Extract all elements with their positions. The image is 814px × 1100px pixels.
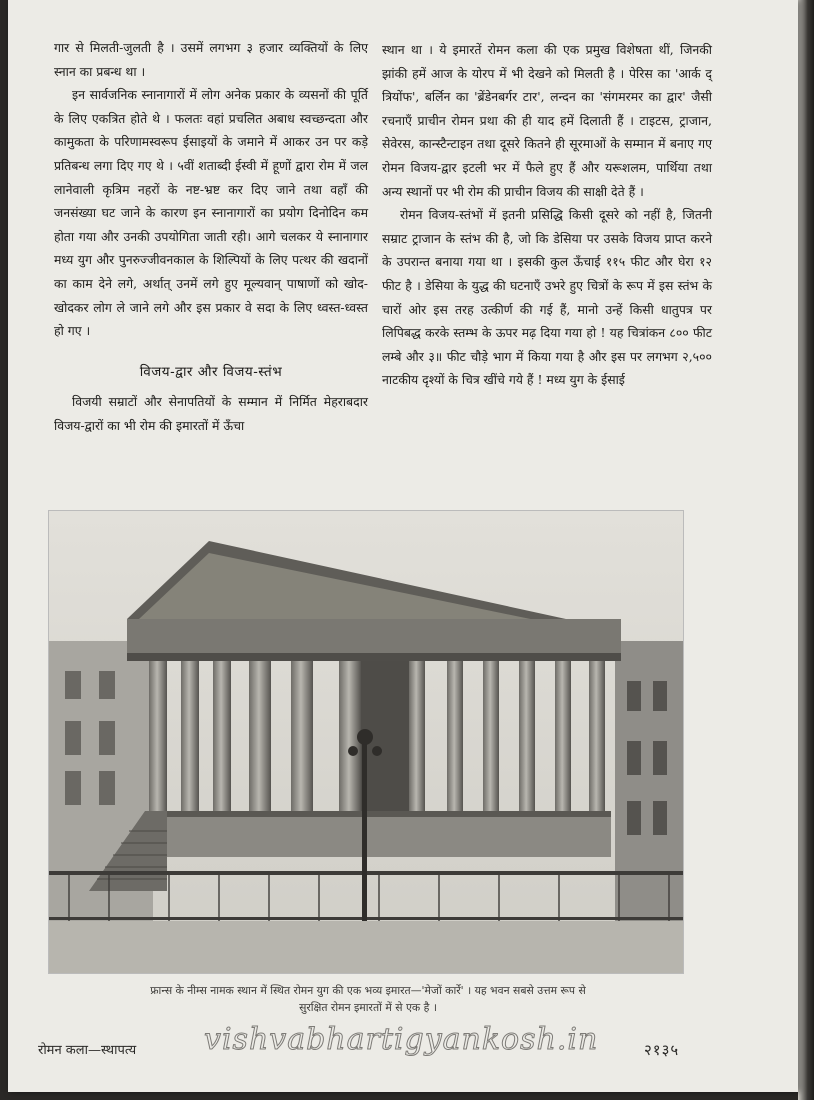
document-page bbox=[8, 0, 798, 1092]
right-column bbox=[382, 38, 712, 392]
figure-caption bbox=[38, 982, 698, 1016]
section-subheading: विजय-द्वार और विजय-स्तंभ bbox=[139, 363, 283, 380]
maison-carree-illustration bbox=[49, 511, 683, 973]
left-paragraph-3: विजयी सम्राटों और सेनापतियों के सम्मान में निर्मित मेहराबदार विजय-द्वारों का भी रोम की इमारतों में ऊँचा bbox=[54, 394, 368, 433]
page-number: २१३५ bbox=[644, 1041, 680, 1059]
running-footer: रोमन कला—स्थापत्य bbox=[38, 1043, 137, 1058]
caption-line-1: फ्रान्स के नीम्स नामक स्थान में स्थित रोमन युग की एक भव्य इमारत—'मेजों कार्रे' । यह भवन सबसे उत्तम रूप से bbox=[150, 984, 586, 997]
right-paragraph-2: रोमन विजय-स्तंभों में इतनी प्रसिद्धि किसी दूसरे को नहीं है, जितनी सम्राट ट्राजान के स्तंभ की है, जो कि डेसिया पर उसके विजय प्राप्त करने के उपरान्त बनाया गया था । इसकी कुल ऊँचाई ११५ फीट और घेरा १२ फीट है । डेसिया के युद्ध की घटनाएँ उभरे हुए चित्रों के रूप में इस स्तंभ के चारों ओर इस तरह उत्कीर्ण की गई हैं, मानो उन्हें किसी धातुपत्र पर लिपिबद्ध करके स्तम्भ के ऊपर मढ़ दिया गया हो ! यह चित्रांकन ८०० फीट लम्बे और ३॥ फीट चौड़े भाग में किया गया है और इस पर लगभग २,५०० नाटकीय दृश्यों के चित्र खींचे गये हैं ! मध्य युग के ईसाई bbox=[382, 207, 712, 388]
left-paragraph-1: गार से मिलती-जुलती है । उसमें लगभग ३ हजार व्यक्तियों के लिए स्नान का प्रबन्ध था । bbox=[54, 40, 368, 79]
watermark: vishvabhartigyankosh.in bbox=[204, 1022, 599, 1057]
caption-line-2: सुरक्षित रोमन इमारतों में से एक है । bbox=[299, 1001, 437, 1014]
left-column bbox=[54, 36, 368, 438]
page-edge bbox=[798, 0, 814, 1100]
left-paragraph-2: इन सार्वजनिक स्नानागारों में लोग अनेक प्रकार के व्यसनों की पूर्ति के लिए एकत्रित होते थे । फलतः वहां प्रचलित अबाध स्वच्छन्दता और कामुकता के परिणामस्वरूप ईसाइयों के जमाने में आकर उन पर कड़े प्रतिबन्ध लगा दिए गए थे । ५वीं शताब्दी ईस्वी में हूणों द्वारा रोम में जल लानेवाली कृत्रिम नहरों के नष्ट-भ्रष्ट कर दिए जाने तथा वहाँ की जनसंख्या घट जाने के कारण इन स्नानागारों का प्रयोग दिनोदिन कम होता गया और उनकी उपयोगिता जाती रही। आगे चलकर ये स्नानागार मध्य युग और पुनरुज्जीवनकाल के शिल्पियों के लिए पत्थर की खदानों का काम देने लगे, अर्थात् उनमें लगे हुए मूल्यवान् पाषाणों को खोद-खोदकर लोग ले जाने लगे और इस प्रकार वे सदा के लिए ध्वस्त-ध्वस्त हो गए । bbox=[54, 87, 368, 339]
right-paragraph-1: स्थान था । ये इमारतें रोमन कला की एक प्रमुख विशेषता थीं, जिनकी झांकी हमें आज के योरप में भी देखने को मिलती है । पेरिस का 'आर्क द् त्रियोंफ', बर्लिन का 'ब्रेंडेनबर्गर टार', लन्दन का 'संगमरमर का द्वार' जैसी रचनाएँ प्राचीन रोमन प्रथा की ही याद हमें दिलाती हैं । टाइटस, ट्राजान, सेवेरस, कान्स्टैन्टाइन तथा दूसरे कितने ही सूरमाओं के सम्मान में बनाए गए रोमन विजय-द्वार इटली भर में फैले हुए हैं और यरूशलम, पार्थिया तथा अन्य स्थानों पर भी रोम की प्राचीन विजय की साक्षी देते हैं । bbox=[382, 42, 712, 199]
temple-photograph bbox=[48, 510, 684, 974]
